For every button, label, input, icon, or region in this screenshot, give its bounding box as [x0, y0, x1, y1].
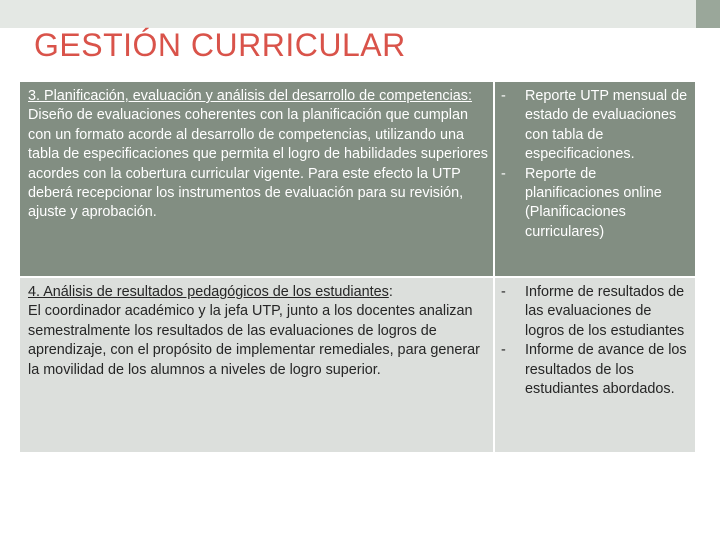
top-bar-accent [696, 0, 720, 28]
row-heading [28, 87, 489, 106]
list-item-text: Reporte UTP mensual de estado de evaluaciones con tabla de especificaciones. [525, 88, 688, 163]
page-title: GESTIÓN CURRICULAR [34, 27, 406, 63]
row-body: Diseño de evaluaciones coherentes con la planificación que cumplan con un formato acorde al desarrollo de competencias, utilizando una tabla de especificaciones que permita el logro de habilidades superiores acordes con la cobertura curricular vigente. Para este efecto la UTP deberá recepcionar los instrumentos de evaluación para su revisión, ajuste y aprobación. [28, 107, 488, 221]
list-item [501, 87, 693, 165]
list-item-text: Reporte de planificaciones online (Planificaciones curriculares) [525, 165, 662, 240]
list-item [501, 165, 693, 243]
list-bullet: - [501, 88, 506, 104]
row-heading [28, 283, 489, 302]
table-cell-description [20, 82, 493, 276]
table-cell-evidence [495, 278, 695, 452]
list-bullet: - [501, 342, 506, 359]
list-item-text: Informe de resultados de las evaluaciones de logros de los estudiantes [525, 284, 685, 339]
top-decorative-bar [0, 0, 720, 28]
list-item [501, 341, 693, 399]
list-bullet: - [501, 165, 506, 182]
row-heading-suffix: : [388, 284, 393, 300]
table-cell-evidence [495, 82, 695, 276]
row-heading-text: 3. Planificación, evaluación y análisis del desarrollo de competencias: [28, 88, 472, 104]
row-heading-text: 4. Análisis de resultados pedagógicos de los estudiantes [28, 284, 389, 300]
row-body: El coordinador académico y la jefa UTP, junto a los docentes analizan semestralmente los resultados de las evaluaciones de logros de aprendizaje, con el propósito de implementar remediales, para generar la movilidad de los alumnos a niveles de logro superior. [28, 303, 480, 378]
list-item-text: Informe de avance de los resultados de los estudiantes abordados. [525, 342, 687, 398]
list-bullet: - [501, 284, 506, 300]
table-row [20, 278, 695, 452]
table-row [20, 82, 695, 276]
list-item [501, 283, 693, 341]
table-cell-description [20, 278, 493, 452]
content-table [20, 82, 695, 452]
